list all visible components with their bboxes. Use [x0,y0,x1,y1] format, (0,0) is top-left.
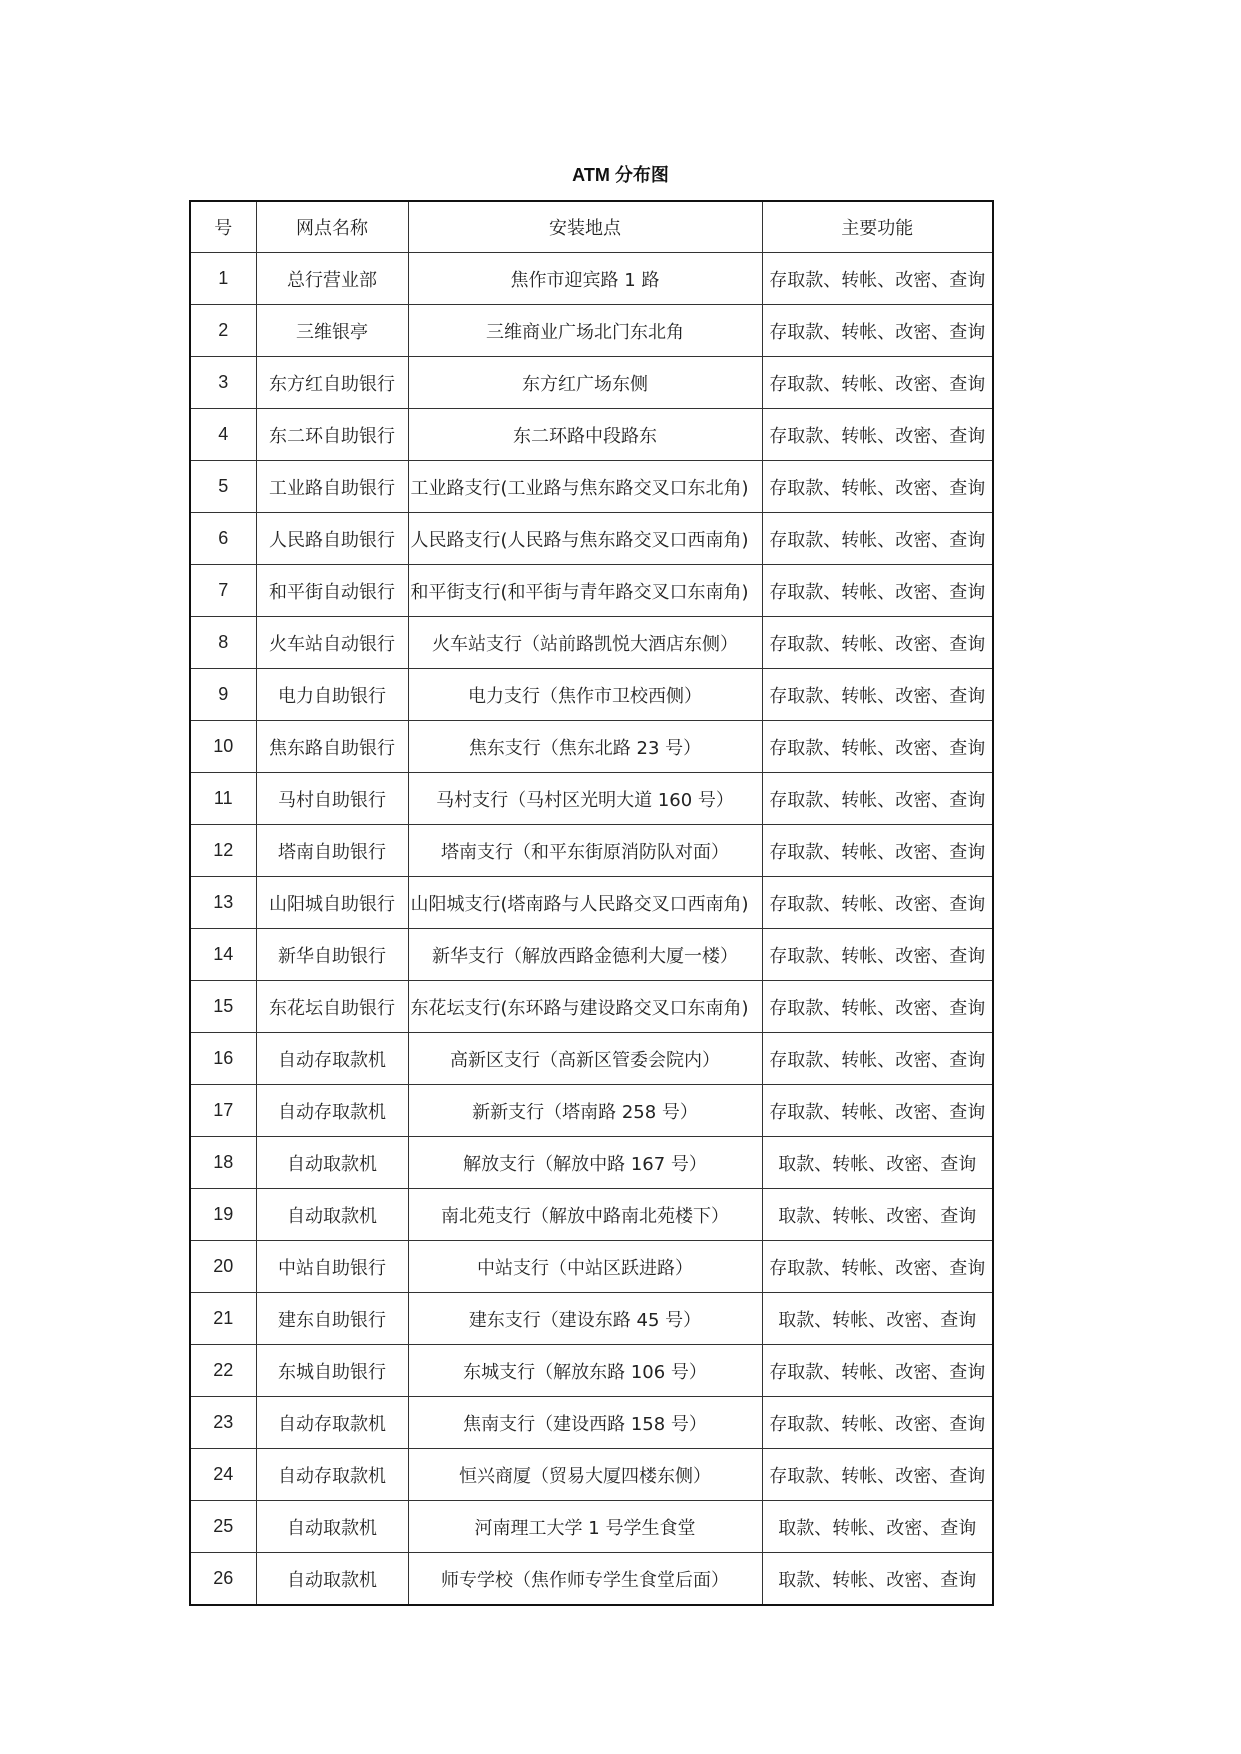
main-function: 存取款、转帐、改密、查询 [762,617,993,669]
table-row [190,1033,993,1085]
install-location: 马村支行（马村区光明大道 160 号） [408,773,762,825]
table-row [190,1501,993,1553]
row-number: 23 [190,1397,256,1449]
install-location: 焦作市迎宾路 1 路 [408,253,762,305]
table-row [190,929,993,981]
main-function: 存取款、转帐、改密、查询 [762,825,993,877]
row-number: 15 [190,981,256,1033]
install-location: 中站支行（中站区跃进路） [408,1241,762,1293]
table-row [190,825,993,877]
table-row [190,1085,993,1137]
table-row [190,461,993,513]
branch-name: 火车站自动银行 [256,617,408,669]
main-function: 存取款、转帐、改密、查询 [762,773,993,825]
branch-name: 自动存取款机 [256,1033,408,1085]
table-row [190,877,993,929]
row-number: 19 [190,1189,256,1241]
install-location: 师专学校（焦作师专学生食堂后面） [408,1553,762,1606]
install-location: 新华支行（解放西路金德利大厦一楼） [408,929,762,981]
branch-name: 人民路自助银行 [256,513,408,565]
install-location: 焦南支行（建设西路 158 号） [408,1397,762,1449]
branch-name: 东方红自助银行 [256,357,408,409]
install-location: 建东支行（建设东路 45 号） [408,1293,762,1345]
table-row [190,1137,993,1189]
table-row [190,1241,993,1293]
branch-name: 和平街自动银行 [256,565,408,617]
branch-name: 塔南自助银行 [256,825,408,877]
row-number: 25 [190,1501,256,1553]
header-no: 号 [190,201,256,253]
install-location: 火车站支行（站前路凯悦大酒店东侧） [408,617,762,669]
row-number: 12 [190,825,256,877]
table-row [190,773,993,825]
main-function: 取款、转帐、改密、查询 [762,1293,993,1345]
install-location: 和平街支行(和平街与青年路交叉口东南角) [408,565,762,617]
main-function: 存取款、转帐、改密、查询 [762,1033,993,1085]
row-number: 7 [190,565,256,617]
main-function: 取款、转帐、改密、查询 [762,1501,993,1553]
branch-name: 东花坛自助银行 [256,981,408,1033]
branch-name: 自动存取款机 [256,1449,408,1501]
header-branch-name: 网点名称 [256,201,408,253]
branch-name: 东二环自助银行 [256,409,408,461]
install-location: 高新区支行（高新区管委会院内） [408,1033,762,1085]
table-row [190,513,993,565]
main-function: 存取款、转帐、改密、查询 [762,669,993,721]
install-location: 人民路支行(人民路与焦东路交叉口西南角) [408,513,762,565]
main-function: 存取款、转帐、改密、查询 [762,1449,993,1501]
row-number: 17 [190,1085,256,1137]
row-number: 2 [190,305,256,357]
table-row [190,305,993,357]
row-number: 24 [190,1449,256,1501]
table-header-row [190,201,993,253]
row-number: 16 [190,1033,256,1085]
install-location: 东城支行（解放东路 106 号） [408,1345,762,1397]
table-row [190,1397,993,1449]
row-number: 4 [190,409,256,461]
branch-name: 工业路自助银行 [256,461,408,513]
branch-name: 山阳城自助银行 [256,877,408,929]
main-function: 存取款、转帐、改密、查询 [762,721,993,773]
main-function: 存取款、转帐、改密、查询 [762,1345,993,1397]
branch-name: 三维银亭 [256,305,408,357]
row-number: 13 [190,877,256,929]
branch-name: 建东自助银行 [256,1293,408,1345]
branch-name: 东城自助银行 [256,1345,408,1397]
atm-distribution-table [189,200,994,1606]
install-location: 塔南支行（和平东街原消防队对面） [408,825,762,877]
main-function: 存取款、转帐、改密、查询 [762,305,993,357]
install-location: 三维商业广场北门东北角 [408,305,762,357]
main-function: 取款、转帐、改密、查询 [762,1553,993,1606]
row-number: 20 [190,1241,256,1293]
row-number: 11 [190,773,256,825]
branch-name: 电力自助银行 [256,669,408,721]
main-function: 取款、转帐、改密、查询 [762,1189,993,1241]
install-location: 南北苑支行（解放中路南北苑楼下） [408,1189,762,1241]
branch-name: 中站自助银行 [256,1241,408,1293]
main-function: 存取款、转帐、改密、查询 [762,253,993,305]
main-function: 取款、转帐、改密、查询 [762,1137,993,1189]
table-row [190,253,993,305]
install-location: 工业路支行(工业路与焦东路交叉口东北角) [408,461,762,513]
row-number: 14 [190,929,256,981]
row-number: 18 [190,1137,256,1189]
main-function: 存取款、转帐、改密、查询 [762,1397,993,1449]
header-main-function: 主要功能 [762,201,993,253]
table-row [190,1345,993,1397]
table-row [190,981,993,1033]
table-row [190,721,993,773]
install-location: 河南理工大学 1 号学生食堂 [408,1501,762,1553]
document-title: ATM 分布图 [572,165,669,185]
row-number: 26 [190,1553,256,1606]
branch-name: 自动存取款机 [256,1085,408,1137]
main-function: 存取款、转帐、改密、查询 [762,877,993,929]
row-number: 6 [190,513,256,565]
branch-name: 自动取款机 [256,1553,408,1606]
table-row [190,617,993,669]
row-number: 9 [190,669,256,721]
table-row [190,565,993,617]
main-function: 存取款、转帐、改密、查询 [762,461,993,513]
table-row [190,669,993,721]
table-row [190,357,993,409]
install-location: 电力支行（焦作市卫校西侧） [408,669,762,721]
branch-name: 自动取款机 [256,1137,408,1189]
row-number: 10 [190,721,256,773]
branch-name: 自动取款机 [256,1501,408,1553]
row-number: 1 [190,253,256,305]
install-location: 东方红广场东侧 [408,357,762,409]
install-location: 恒兴商厦（贸易大厦四楼东侧） [408,1449,762,1501]
main-function: 存取款、转帐、改密、查询 [762,357,993,409]
table-row [190,1189,993,1241]
row-number: 21 [190,1293,256,1345]
branch-name: 自动取款机 [256,1189,408,1241]
row-number: 8 [190,617,256,669]
main-function: 存取款、转帐、改密、查询 [762,1085,993,1137]
install-location: 解放支行（解放中路 167 号） [408,1137,762,1189]
row-number: 3 [190,357,256,409]
main-function: 存取款、转帐、改密、查询 [762,981,993,1033]
branch-name: 自动存取款机 [256,1397,408,1449]
main-function: 存取款、转帐、改密、查询 [762,929,993,981]
table-row [190,1449,993,1501]
main-function: 存取款、转帐、改密、查询 [762,513,993,565]
branch-name: 焦东路自助银行 [256,721,408,773]
branch-name: 马村自助银行 [256,773,408,825]
main-function: 存取款、转帐、改密、查询 [762,565,993,617]
row-number: 22 [190,1345,256,1397]
main-function: 存取款、转帐、改密、查询 [762,409,993,461]
install-location: 东花坛支行(东环路与建设路交叉口东南角) [408,981,762,1033]
branch-name: 新华自助银行 [256,929,408,981]
header-install-location: 安装地点 [408,201,762,253]
branch-name: 总行营业部 [256,253,408,305]
table-row [190,409,993,461]
table-body [190,253,993,1606]
install-location: 新新支行（塔南路 258 号） [408,1085,762,1137]
row-number: 5 [190,461,256,513]
table-row [190,1553,993,1606]
install-location: 山阳城支行(塔南路与人民路交叉口西南角) [408,877,762,929]
install-location: 焦东支行（焦东北路 23 号） [408,721,762,773]
install-location: 东二环路中段路东 [408,409,762,461]
main-function: 存取款、转帐、改密、查询 [762,1241,993,1293]
table-row [190,1293,993,1345]
